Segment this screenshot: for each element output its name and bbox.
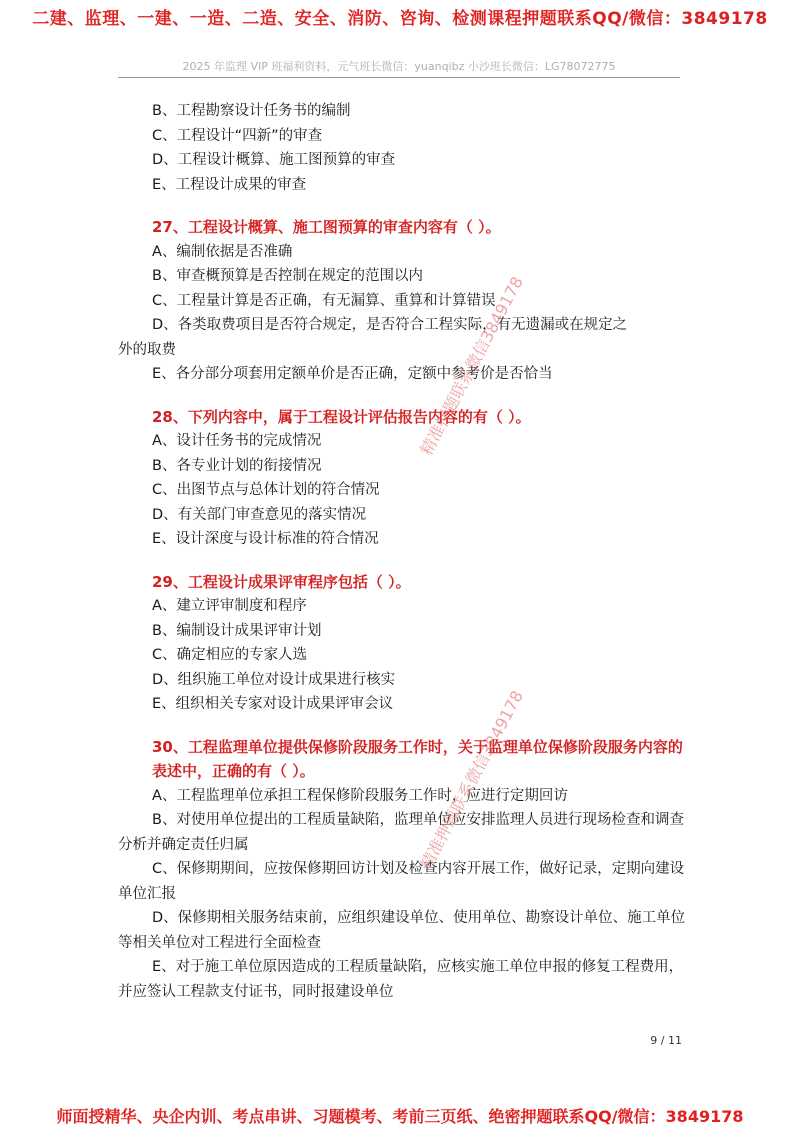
header-divider — [118, 77, 680, 78]
option-a: A、设计任务书的完成情况 — [152, 433, 322, 449]
option-e: E、对于施工单位原因造成的工程质量缺陷，应核实施工单位申报的修复工程费用，并应签认工程款支付证书，同时报建设单位 — [118, 959, 684, 1000]
option-d: D、组织施工单位对设计成果进行核实 — [152, 671, 396, 688]
option-d-continuation: 外的取费 — [118, 341, 176, 358]
option-e: E、工程设计成果的审查 — [152, 176, 307, 193]
option-a: A、建立评审制度和程序 — [152, 598, 307, 614]
question-title: 30、工程监理单位提供保修阶段服务工作时，关于监理单位保修阶段服务内容的表述中，正确的有（ ）。 — [152, 737, 683, 780]
document-body — [118, 99, 686, 1004]
option-a: A、编制依据是否准确 — [152, 243, 293, 260]
question-29 — [118, 570, 686, 717]
option-d: D、工程设计概算、施工图预算的审查 — [152, 152, 396, 168]
option-a: A、工程监理单位承担工程保修阶段服务工作时，应进行定期回访 — [152, 787, 568, 804]
option-b: B、各专业计划的衔接情况 — [152, 457, 322, 474]
option-d: D、有关部门审查意见的落实情况 — [152, 506, 367, 523]
bottom-banner: 师面授精华、央企内训、考点串讲、习题模考、考前三页纸、绝密押题联系QQ/微信：3849178 — [56, 1107, 744, 1126]
page-number: 9 / 11 — [650, 1034, 682, 1047]
option-c: C、出图节点与总体计划的符合情况 — [152, 482, 380, 498]
option-d: D、各类取费项目是否符合规定，是否符合工程实际，有无遗漏或在规定之 — [152, 317, 628, 333]
option-b: B、工程勘察设计任务书的编制 — [152, 103, 351, 119]
question-30 — [118, 735, 686, 1005]
page-header: 2025 年监理 VIP 班福利资料，元气班长微信：yuanqibz 小沙班长微信：LG78072775 — [182, 60, 616, 73]
question-28 — [118, 405, 686, 552]
option-b: B、审查概预算是否控制在规定的范围以内 — [152, 268, 423, 284]
watermark-lower: 精准押题联系微信3849178 — [416, 687, 527, 873]
option-e: E、设计深度与设计标准的符合情况 — [152, 531, 379, 547]
question-title: 29、工程设计成果评审程序包括（ ）。 — [152, 572, 411, 591]
option-c: C、工程量计算是否正确，有无漏算、重算和计算错误 — [152, 292, 496, 309]
top-banner: 二建、监理、一建、一造、二造、安全、消防、咨询、检测课程押题联系QQ/微信：3849178 — [32, 9, 768, 29]
previous-question-options — [118, 99, 686, 197]
watermark-upper: 精准押题联系微信3849178 — [416, 273, 527, 459]
option-e: E、各分部分项套用定额单价是否正确，定额中参考价是否恰当 — [152, 366, 553, 382]
question-title: 28、下列内容中，属于工程设计评估报告内容的有（ ）。 — [152, 407, 531, 426]
question-27 — [118, 215, 686, 387]
option-b: B、编制设计成果评审计划 — [152, 622, 322, 639]
option-e: E、组织相关专家对设计成果评审会议 — [152, 696, 394, 712]
option-b: B、对使用单位提出的工程质量缺陷，监理单位应安排监理人员进行现场检查和调查分析并确定责任归属 — [118, 812, 684, 853]
option-c: C、确定相应的专家人选 — [152, 647, 308, 663]
question-title: 27、工程设计概算、施工图预算的审查内容有（ ）。 — [152, 218, 501, 236]
option-c: C、工程设计“四新”的审查 — [152, 127, 323, 144]
option-d: D、保修期相关服务结束前，应组织建设单位、使用单位、勘察设计单位、施工单位等相关单位对工程进行全面检查 — [118, 910, 686, 951]
option-c: C、保修期期间，应按保修期回访计划及检查内容开展工作，做好记录，定期向建设单位汇报 — [118, 861, 685, 902]
